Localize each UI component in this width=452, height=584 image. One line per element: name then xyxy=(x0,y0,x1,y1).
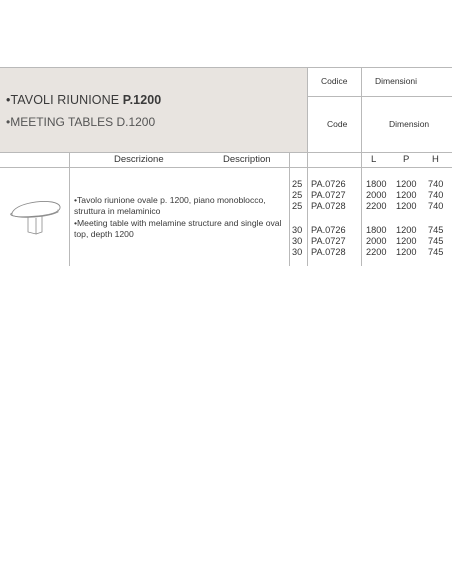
description-italian: •Tavolo riunione ovale p. 1200, piano monoblocco, struttura in melaminico xyxy=(74,195,266,216)
code-cell: PA.0727 xyxy=(311,190,346,200)
prefix-cell: 30 xyxy=(292,225,303,235)
divider xyxy=(0,152,452,153)
divider xyxy=(361,152,362,266)
code-cell: PA.0728 xyxy=(311,201,346,211)
title-italian-bold: P.1200 xyxy=(122,93,162,107)
code-cell: PA.0726 xyxy=(311,179,346,189)
prefix-cell: 25 xyxy=(292,201,303,211)
divider xyxy=(307,68,308,153)
divider xyxy=(69,152,70,266)
h-cell: 740 xyxy=(428,190,444,200)
title-english: •MEETING TABLES D.1200 xyxy=(6,115,156,129)
l-cell: 2200 xyxy=(366,201,387,211)
code-label-it: Codice xyxy=(321,76,348,86)
h-cell: 745 xyxy=(428,225,444,235)
title-box xyxy=(0,68,307,153)
l-cell: 1800 xyxy=(366,225,387,235)
h-cell: 745 xyxy=(428,247,444,257)
description-english: •Meeting table with melamine structure and single oval top, depth 1200 xyxy=(74,218,282,239)
divider xyxy=(361,68,362,153)
column-p: P xyxy=(403,154,410,165)
h-cell: 740 xyxy=(428,201,444,211)
prefix-cell: 30 xyxy=(292,236,303,246)
h-cell: 745 xyxy=(428,236,444,246)
p-cell: 1200 xyxy=(396,201,417,211)
prefix-cell: 25 xyxy=(292,190,303,200)
dimension-label-en: Dimension xyxy=(389,119,430,129)
column-descrizione: Descrizione xyxy=(114,154,164,165)
column-description: Description xyxy=(223,154,271,165)
code-cell: PA.0728 xyxy=(311,247,346,257)
l-cell: 2000 xyxy=(366,190,387,200)
prefix-cell: 30 xyxy=(292,247,303,257)
code-cell: PA.0726 xyxy=(311,225,346,235)
l-cell: 2000 xyxy=(366,236,387,246)
p-cell: 1200 xyxy=(396,190,417,200)
title-italian xyxy=(6,93,161,107)
prefix-cell: 25 xyxy=(292,179,303,189)
p-cell: 1200 xyxy=(396,236,417,246)
oval-table-icon xyxy=(8,196,64,238)
p-cell: 1200 xyxy=(396,247,417,257)
p-cell: 1200 xyxy=(396,179,417,189)
p-cell: 1200 xyxy=(396,225,417,235)
divider xyxy=(0,167,452,168)
l-cell: 1800 xyxy=(366,179,387,189)
catalog-header xyxy=(0,67,452,153)
title-italian-text: •TAVOLI RIUNIONE xyxy=(6,93,123,107)
h-cell: 740 xyxy=(428,179,444,189)
code-cell: PA.0727 xyxy=(311,236,346,246)
divider xyxy=(307,96,452,97)
dimension-label-it: Dimensioni xyxy=(375,76,418,86)
divider xyxy=(307,152,308,266)
code-label-en: Code xyxy=(327,119,348,129)
column-h: H xyxy=(432,154,439,165)
l-cell: 2200 xyxy=(366,247,387,257)
column-l: L xyxy=(371,154,377,165)
divider xyxy=(289,152,290,266)
